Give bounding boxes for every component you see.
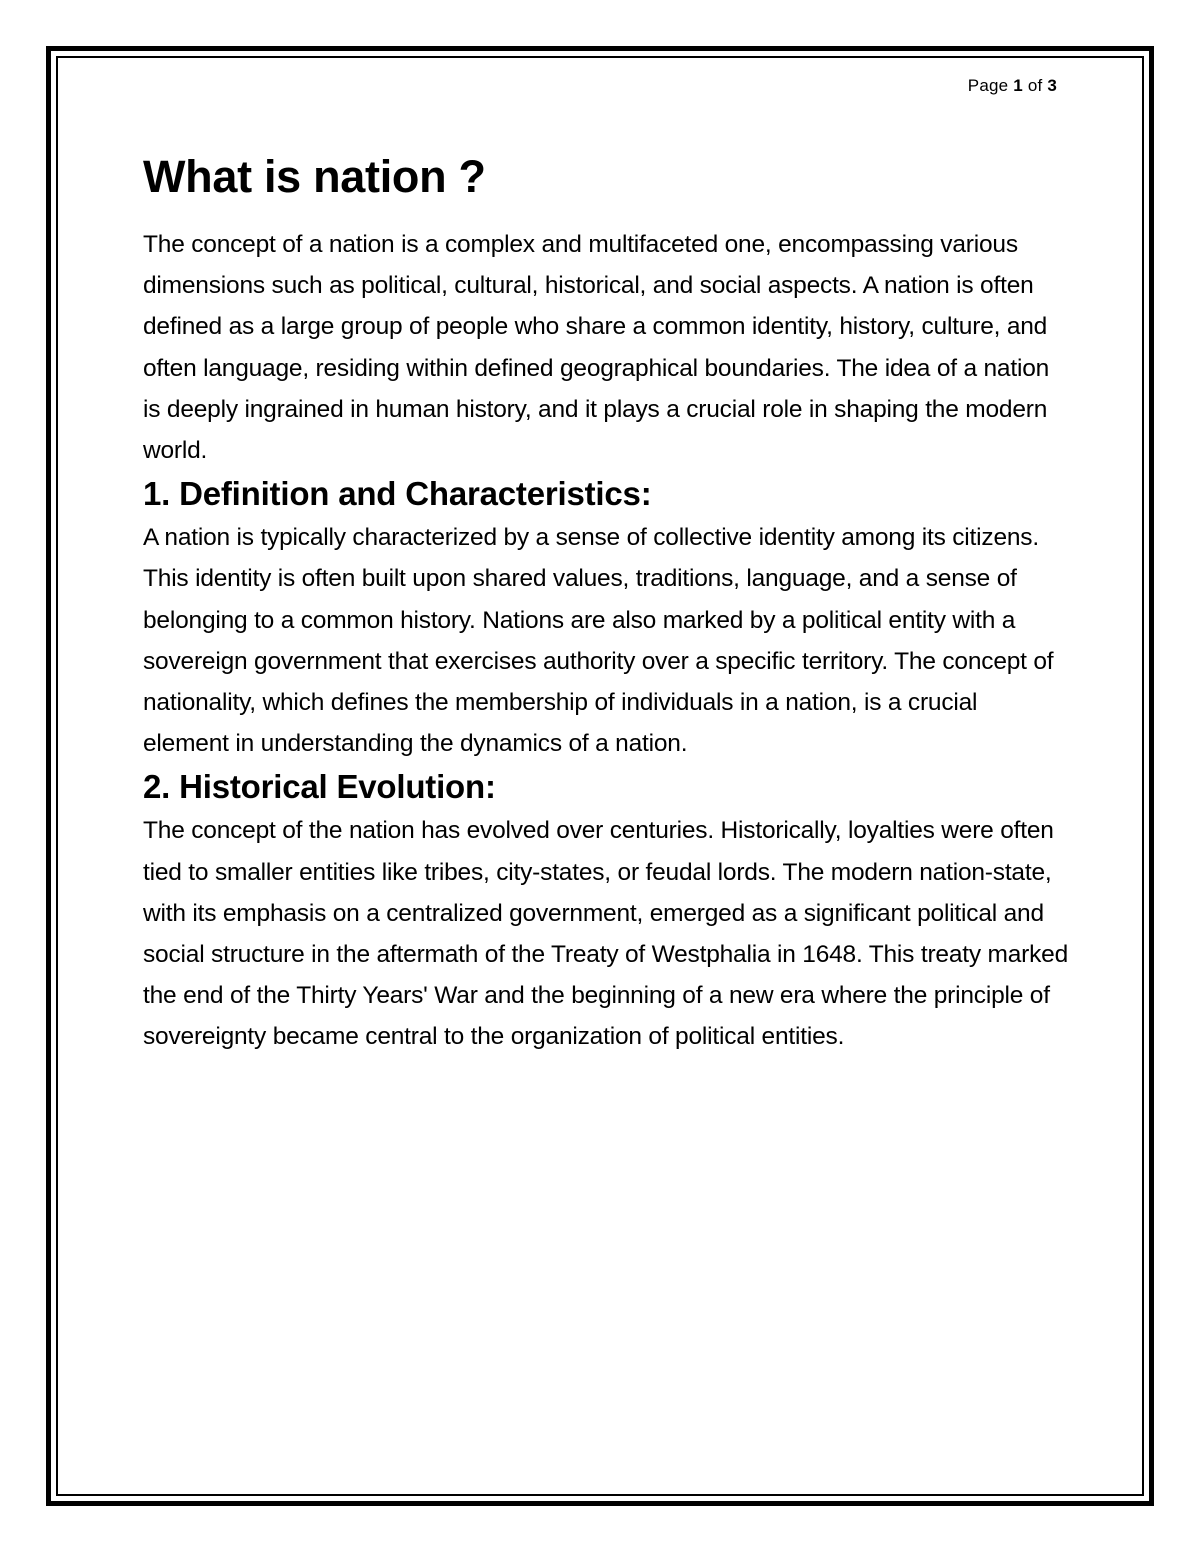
document-content [143, 148, 1068, 1058]
page-number-separator: of [1027, 76, 1043, 95]
page-number-current: 1 [1013, 76, 1023, 95]
page-number [968, 76, 1057, 96]
intro-paragraph: The concept of a nation is a complex and multifaceted one, encompassing various dimensions such as political, cultural, historical, and social aspects. A nation is often defined as a large group of people who share a common identity, history, culture, and often language, residing within defined geographical boundaries. The idea of a nation is deeply ingrained in human history, and it plays a crucial role in shaping the modern world. [143, 231, 1050, 465]
section-heading-definition: 1. Definition and Characteristics: [143, 475, 652, 513]
section-heading-historical-evolution: 2. Historical Evolution: [143, 768, 496, 806]
page-number-total: 3 [1047, 76, 1057, 95]
document-title: What is nation ? [143, 151, 486, 202]
page-number-prefix: Page [967, 76, 1009, 95]
section-body-definition: A nation is typically characterized by a sense of collective identity among its citizens. This identity is often built upon shared values, traditions, language, and a sense of belonging to a common history. Nations are also marked by a political entity with a sovereign government that exercises authority over a specific territory. The concept of nationality, which defines the membership of individuals in a nation, is a crucial element in understanding the dynamics of a nation. [143, 524, 1054, 758]
section-body-historical-evolution: The concept of the nation has evolved over centuries. Historically, loyalties were often tied to smaller entities like tribes, city-states, or feudal lords. The modern nation-state, with its emphasis on a centralized government, emerged as a significant political and social structure in the aftermath of the Treaty of Westphalia in 1648. This treaty marked the end of the Thirty Years' War and the beginning of a new era where the principle of sovereignty became central to the organization of political entities. [143, 817, 1069, 1051]
